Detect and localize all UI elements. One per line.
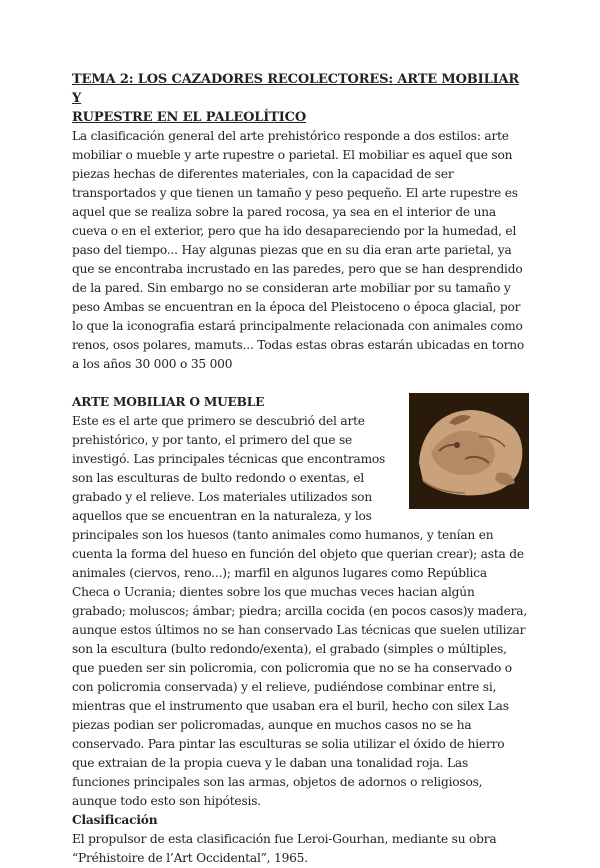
section-heading-arte-mobiliar: ARTE MOBILIAR O MUEBLE [72,395,265,409]
document-title-line-2: RUPESTRE EN EL PALEOLÍTICO [72,110,307,125]
classification-paragraph: El propulsor de esta clasificación fue Leroi-Gourhan, mediante su obra “Préhistoire de l’Art Occidental”, 1965. [72,832,497,865]
document-page [72,70,528,868]
carved-bison-artifact-image [409,393,529,509]
intro-paragraph: La clasificación general del arte prehistórico responde a dos estilos: arte mobiliar o mueble y arte rupestre o parietal. El mobiliar es aquel que son piezas hechas de diferentes materiales, con la capacidad de ser transportados y que tienen un tamaño y peso pequeño. El arte rupestre es aquel que se realiza sobre la pared rocosa, ya sea en el interior de una cueva o en el exterior, pero que ha ido desapareciendo por la humedad, el paso del tiempo... Hay algunas piezas que en su dia eran arte parietal, ya que se encontraba incrustado en las paredes, pero que se han desprendido de la pared. Sin embargo no se consideran arte mobiliar por su tamaño y peso Ambas se encuentran en la época del Pleistoceno o época glacial, por lo que la iconografia estará principalmente relacionada con animales como renos, osos polares, mamuts... Todas estas obras estarán ubicadas en torno a los años 30 000 o 35 000 [72,129,525,371]
document-title-line-1: TEMA 2: LOS CAZADORES RECOLECTORES: ARTE MOBILIAR Y [72,72,520,106]
subheading-clasificacion: Clasificación [72,813,158,827]
section-body-arte-mobiliar: Este es el arte que primero se descubrió del arte prehistórico, y por tanto, el primero del que se investigó. Las principales técnicas que encontramos son las esculturas de bulto redondo o exentas, el grabado y el relieve. Los materiales utilizados son aquellos que se encuentran en la naturaleza, y los principales son los huesos (tanto animales como humanos, y tenían en cuenta la forma del hueso en función del objeto que querian crear); asta de animales (ciervos, reno...); marfil en algunos lugares como República Checa o Ucrania; dientes sobre los que muchas veces hacian algún grabado; moluscos; ámbar; piedra; arcilla cocida (en pocos casos)y madera, aunque estos últimos no se han conservado Las técnicas que suelen utilizar son la escultura (bulto redondo/exenta), el grabado (simples o múltiples, que pueden ser sin policromia, con policromia que no se ha conservado o con policromia conservada) y el relieve, pudiéndose combinar entre si, mientras que el instrumento que usaban era el buril, hecho con silex Las piezas podian ser policromadas, aunque en muchos casos no se ha conservado. Para pintar las esculturas se solia utilizar el óxido de hierro que extraian de la propia cueva y le daban una tonalidad roja. Las funciones principales son las armas, objetos de adornos o religiosos, aunque todo esto son hipótesis. [72,414,528,808]
